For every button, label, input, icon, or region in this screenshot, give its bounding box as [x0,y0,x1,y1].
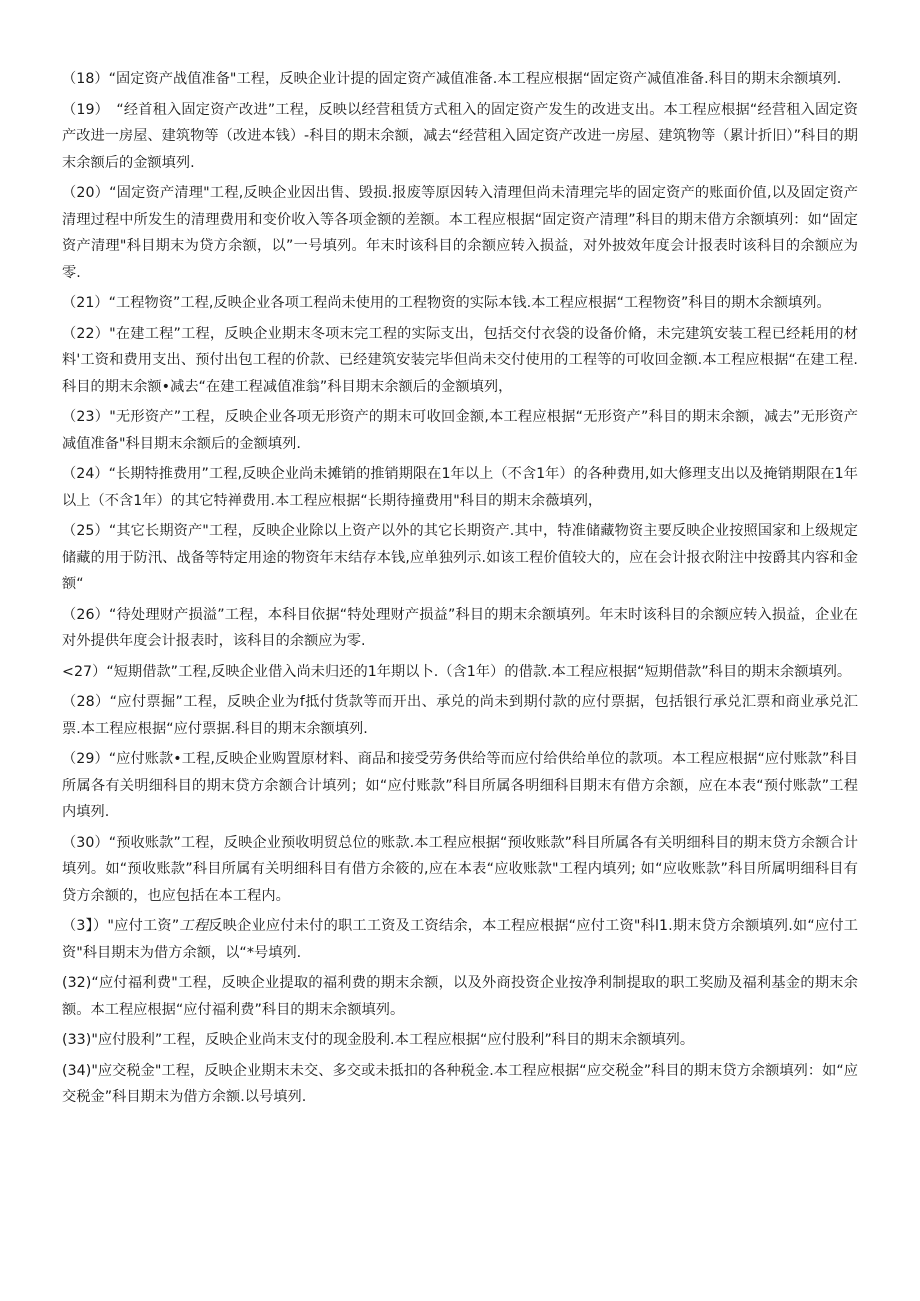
paragraph-23: （23）"无形资产”工程，反映企业各项无形资产的期末可收回金额,本工程应根据“无形资产”科目的期末余额，减去”无形资产减值准备"科目期末余额后的金额填列. [62,409,858,452]
paragraph-31-suffix: 反映企业应付未付的职工工资及工资结余，本工程应根据“应付工资"科l1.期末贷方余额填列.如“应付工资"科目期末为借方余额，以“*号填列. [62,918,858,961]
paragraph-29: （29）“应付账款•工程,反映企业购置原材料、商品和接受劳务供给等而应付给供给单位的款项。本工程应根据“应付账款”科目所属各有关明细科目的期末贷方余额合计填列；如“应付账款”科目所属各明细科目期末有借方余额，应在本表“预付账款”工程内填列. [62,751,858,820]
paragraph-32: (32)“应付福利费"工程，反映企业提取的福利费的期末余额，以及外商投资企业按净利制提取的职工奖励及福利基金的期末余额。本工程应根据“应付福利费”科目的期末余额填列。 [62,975,858,1018]
paragraph-34: (34)"应交税金"工程，反映企业期末未交、多交或未抵扣的各种税金.本工程应根据“应交税金”科目的期末贷方余额填列：如“应交税金”科目期末为借方余额.以号填列. [62,1062,858,1105]
paragraph-27: <27）“短期借款”工程,反映企业借入尚未归还的1年期以卜.（含1年）的借款.本工程应根据“短期借款”科目的期末余额填列。 [62,663,852,680]
paragraph-30: （30）“预收账款”工程，反映企业预收明贸总位的账款.本工程应根据“预收账款”科目所属各有关明细科目的期末贷方余额合计填列。如“预收账款”科目所属有关明细科目有借方余筱的,应在本表“应收账款"工程内填列; 如“应收账款”科目所属明细科目有贷方余额的，也应包括在本工程内。 [62,834,858,904]
paragraph-31-prefix: （3】）"应付工资” [62,918,180,934]
paragraph-22: （22）"在建工程”工程，反映企业期末冬项末完工程的实际支出，包括交付衣袋的设备价脩，未完建筑安装工程已经耗用的材料'工资和费用支出、预付出包工程的价款、已经建筑安装完毕但尚未交付使用的工程等的可收回金额.本工程应根据“在建工程.科目的期末余额•减去“在建工程减值准翁”科目期末余额后的金额填列， [62,325,858,395]
paragraph-19: （19） “经首租入固定资产改进”工程，反映以经营租赁方式租入的固定资产发生的改进支出。本工程应根据“经营租入固定资产改进一房屋、建筑物等（改进本钱）-科目的期末余额，减去“经营租入固定资产改进一房屋、建筑物等（累计折旧）”科目的期末余额后的金额填列. [62,101,858,171]
paragraph-20: （20）“固定资产清理"工程,反映企业因出售、毁损.报废等原因转入清理但尚未清理完毕的固定资产的账面价值,以及固定资产清理过程中所发生的清理费用和变价收入等各项金额的差额。本工程应根据“固定资产清理”科目的期末借方余额填列：如“固定资产清理"科目期末为贷方余额，以”一号填列。年末时该科目的余额应转入损益，对外披效年度会计报表时该科目的余额应为零. [62,185,858,281]
paragraph-21: （21）“工程物资”工程,反映企业各项工程尚未使用的工程物资的实际本钱.本工程应根据“工程物资”科目的期木余额填列。 [62,295,831,311]
paragraph-18: （18）“固定资产战值准备"工程，反映企业计提的固定资产减值准备.本工程应根据“固定资产减值准备.科目的期末余额填列. [62,71,842,87]
paragraph-33: (33)"应付股利”工程，反映企业尚末支付的现金股利.本工程应根据“应付股利”科目的期末余额填列。 [62,1032,695,1048]
paragraph-31 [62,913,858,966]
paragraph-25: （25）“其它长期资产"工程，反映企业除以上资产以外的其它长期资产.其中，特准储藏物资主要反映企业按照国家和上级规定储藏的用于防汛、战备等特定用途的物资年末结存本钱,应单独列示.如该工程价值较大的，应在会计报衣附注中按爵其内容和金额“ [62,523,858,592]
paragraph-26: （26）“待处理财产损溢”工程，本科目依据“特处理财产损益”科目的期末余额填列。年末时该科目的余额应转入损益，企业在对外提供年度会计报表时，该科目的余额应为零. [62,606,858,649]
paragraph-28: （28）“应付票掘”工程，反映企业为f抵付货款等而开出、承兑的尚未到期付款的应付票据，包括银行承兑汇票和商业承兑汇票.本工程应根据“应付票据.科目的期末余额填列. [62,694,858,737]
paragraph-31-italic: 工程 [179,918,209,934]
paragraph-24: （24）“长期特推费用”工程,反映企业尚未摊销的推销期限在1年以上（不含1年）的各种费用,如大修理支出以及掩销期限在1年以上（不含1年）的其它特禅费用.本工程应根据“长期待撞费用"科目的期末余薇填列， [62,466,858,509]
